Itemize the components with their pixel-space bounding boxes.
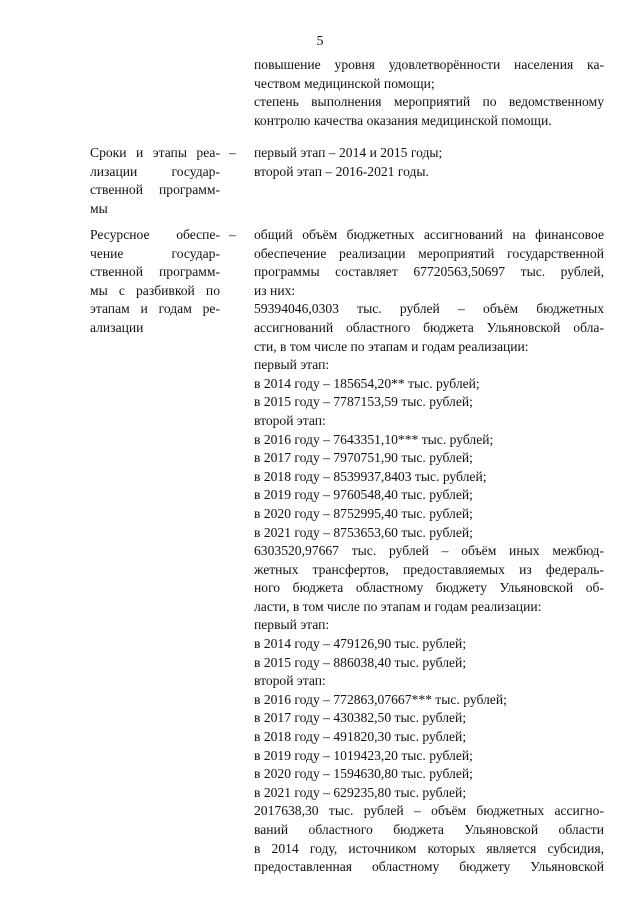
- label-line: мы: [90, 200, 108, 216]
- value-line: первый этап:: [254, 617, 330, 633]
- label-line: ственной программ-: [90, 264, 220, 280]
- label-line: ализации: [90, 319, 144, 335]
- resources-label: [90, 226, 220, 338]
- value-line: первый этап:: [254, 357, 330, 373]
- value-line: в 2021 году – 8753653,60 тыс. рублей;: [254, 524, 473, 540]
- value-line: в 2015 году – 7787153,59 тыс. рублей;: [254, 394, 473, 410]
- label-line: Ресурсное обеспе-: [90, 227, 220, 242]
- value-line: ассигнований областного бюджета Ульяновской обла-: [254, 319, 604, 335]
- continuation-line: чеством медицинской помощи;: [254, 75, 435, 91]
- value-line: общий объём бюджетных ассигнований на финансовое: [254, 227, 604, 242]
- value-line: ласти, в том числе по этапам и годам реализации:: [254, 598, 542, 614]
- separator-dash: –: [229, 227, 236, 242]
- label-line: чение государ-: [90, 245, 220, 261]
- value-line: в 2014 году – 185654,20** тыс. рублей;: [254, 375, 480, 391]
- separator-dash: –: [229, 145, 236, 160]
- value-line: 6303520,97667 тыс. рублей – объём иных межбюд-: [254, 543, 604, 559]
- value-line: в 2015 году – 886038,40 тыс. рублей;: [254, 654, 467, 670]
- value-line: в 2021 году – 629235,80 тыс. рублей;: [254, 784, 467, 800]
- resources-value: [254, 226, 604, 877]
- value-line: второй этап – 2016-2021 годы.: [254, 163, 429, 179]
- value-line: в 2020 году – 8752995,40 тыс. рублей;: [254, 505, 473, 521]
- continuation-text: [254, 56, 604, 130]
- value-line: жетных трансфертов, предоставляемых из федераль-: [254, 561, 604, 577]
- value-line: второй этап:: [254, 673, 326, 689]
- value-line: в 2016 году – 772863,07667*** тыс. рублей;: [254, 691, 507, 707]
- value-line: предоставленная областному бюджету Ульяновской: [254, 859, 604, 875]
- continuation-line: степень выполнения мероприятий по ведомственному: [254, 94, 604, 110]
- continuation-line: повышение уровня удовлетворённости населения ка-: [254, 57, 604, 72]
- terms-value: [254, 144, 604, 181]
- value-line: в 2018 году – 491820,30 тыс. рублей;: [254, 729, 467, 745]
- terms-label: [90, 144, 220, 218]
- label-line: ственной программ-: [90, 182, 220, 198]
- value-line: в 2017 году – 7970751,90 тыс. рублей;: [254, 450, 473, 466]
- value-line: в 2016 году – 7643351,10*** тыс. рублей;: [254, 431, 494, 447]
- value-line: в 2017 году – 430382,50 тыс. рублей;: [254, 710, 467, 726]
- value-line: 59394046,0303 тыс. рублей – объём бюджетных: [254, 301, 604, 317]
- label-line: лизации государ-: [90, 163, 220, 179]
- value-line: в 2019 году – 1019423,20 тыс. рублей;: [254, 747, 473, 763]
- value-line: в 2019 году – 9760548,40 тыс. рублей;: [254, 487, 473, 503]
- label-line: мы с разбивкой по: [90, 282, 220, 298]
- value-line: ваний областного бюджета Ульяновской области: [254, 822, 604, 837]
- label-line: Сроки и этапы реа-: [90, 145, 220, 160]
- value-line: ного бюджета областному бюджету Ульяновской об-: [254, 580, 604, 596]
- page-number: 5: [316, 34, 324, 49]
- value-line: в 2018 году – 8539937,8403 тыс. рублей;: [254, 468, 487, 484]
- value-line: обеспечение реализации мероприятий государственной: [254, 245, 604, 261]
- value-line: сти, в том числе по этапам и годам реализации:: [254, 338, 529, 354]
- value-line: 2017638,30 тыс. рублей – объём бюджетных ассигно-: [254, 803, 604, 819]
- continuation-line: контролю качества оказания медицинской помощи.: [254, 112, 552, 128]
- value-line: программы составляет 67720563,50697 тыс. рублей,: [254, 264, 604, 280]
- value-line: первый этап – 2014 и 2015 годы;: [254, 145, 443, 160]
- value-line: в 2014 году – 479126,90 тыс. рублей;: [254, 636, 467, 652]
- value-line: в 2020 году – 1594630,80 тыс. рублей;: [254, 766, 473, 782]
- label-line: этапам и годам ре-: [90, 301, 220, 317]
- value-line: в 2014 году, источником которых является субсидия,: [254, 840, 604, 856]
- value-line: из них:: [254, 282, 296, 298]
- value-line: второй этап:: [254, 412, 326, 428]
